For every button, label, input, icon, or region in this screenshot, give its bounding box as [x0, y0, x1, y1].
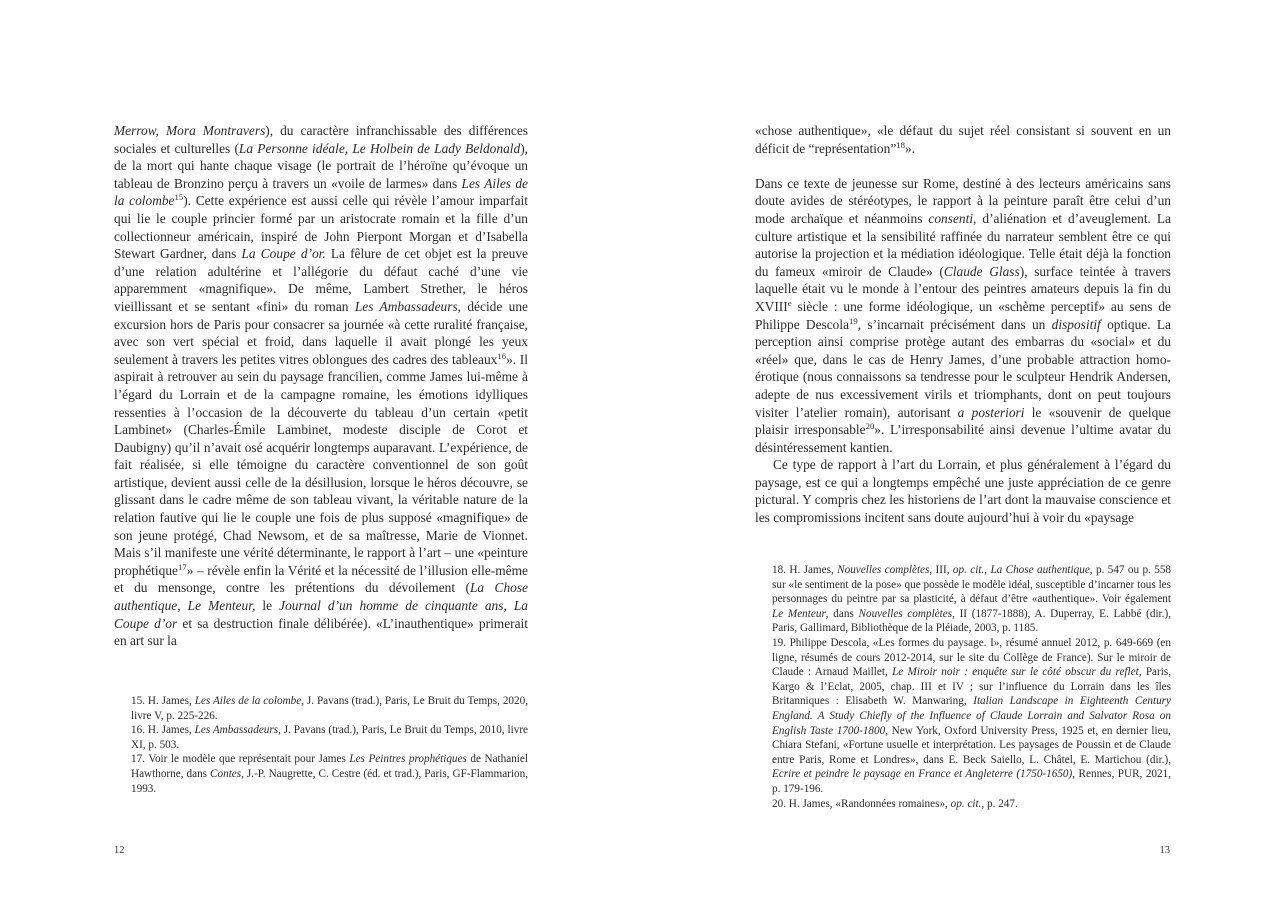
italic-run: Les Ailes de la colombe — [114, 175, 529, 209]
text-run: 19. Philippe Descola, «Les formes du paysage. I», résumé annuel 2012, p. 649-669 (en ligne, résumés de cours 2012-2014, sur le site du Collège de France). Sur le miroir de Claude : Arnaud Maillet, — [772, 636, 1171, 679]
text-run: » – révèle enfin la Vérité et la nécessité de l’illusion elle-même et du mensonge, contre les prétentions du dévoilement ( — [114, 562, 528, 596]
footnote-ref: 16 — [497, 350, 507, 361]
italic-run: a posteriori — [957, 404, 1025, 420]
italic-run: La Personne idéale, Le Holbein de Lady Beldonald — [238, 140, 521, 156]
text-run: ». L’irresponsabilité ainsi devenue l’ultime avatar du désintéressement kantien. — [755, 422, 1172, 455]
right-paragraph-3 — [755, 456, 1171, 526]
text-run: 16. H. James, — [131, 724, 195, 737]
text-run: , s’incarnait précisément dans un — [857, 316, 1052, 332]
italic-run: Claude Glass — [943, 263, 1020, 279]
italic-run: op. cit. — [950, 797, 982, 810]
footnote-19 — [772, 636, 1171, 797]
italic-run: Les Ambassadeurs — [194, 724, 279, 737]
left-body-text — [114, 122, 528, 650]
text-run: de Nathaniel Hawthorne, dans — [131, 753, 528, 780]
right-page-number: 13 — [1159, 845, 1170, 856]
right-page — [641, 0, 1282, 904]
italic-run: La Chose authentique, Le Menteur, — [114, 580, 528, 614]
left-paragraph-1 — [114, 122, 528, 650]
text-run: 17. Voir le modèle que représentait pour James — [131, 753, 350, 766]
right-paragraph-1 — [755, 122, 1171, 157]
italic-run: Merrow, Mora Montravers — [114, 123, 266, 138]
text-run: 18. H. James, — [772, 564, 838, 576]
right-footnotes — [772, 563, 1171, 811]
footnote-ref: 17 — [177, 562, 187, 573]
text-run: ), du caractère infranchissable des différences sociales et culturelles ( — [114, 123, 529, 156]
italic-run: op. cit. — [952, 564, 985, 576]
text-run: le — [255, 598, 280, 614]
text-run: La fêlure de cet objet est la preuve d’une relation adultérine et l’allégorie du défaut caché d’une vie apparemment «magnifique». De même, Lambert Strether, le héros vieillissant et se sentant «fini» du roman — [114, 246, 529, 314]
footnote-ref: e — [787, 298, 792, 309]
text-run: , J. Pavans (trad.), Paris, Le Bruit du Temps, 2020, livre V, p. 225-226. — [131, 695, 529, 722]
text-run: «chose authentique», «le défaut du sujet réel consistant si souvent en un déficit de “représentation” — [755, 123, 1171, 156]
footnote-ref: 20 — [865, 421, 875, 432]
text-run: , d’aliénation et d’aveuglement. La culture artistique et la sensibilité raffinée du narrateur semblent être ce qui autorise la projection et la médiation idéologique. Telle était déjà la fonction du fameux «miroir de Claude» ( — [755, 210, 1171, 279]
text-run: ». Il aspirait à retrouver au sein du paysage francilien, comme James lui-même à l’égard du Lorrain et de la campagne romaine, les émotions idylliques ressenties à l’occasion de la découverte du tableau d’un certain «petit Lambinet» (Charles-Émile Lambinet, modeste disciple de Corot et Daubigny) qu’il n’avait osé acquérir longtemps auparavant. L’expérience, de fait réalisée, si elle témoigne du caractère conventionnel de son goût artistique, devient aussi celle de la désillusion, lorsque le héros découvre, se glissant dans le cadre même de son tableau vivant, la véritable nature de la relation fautive qui lie le couple une fois de plus supposé «magnifique» de son jeune protégé, Chad Newsom, et de sa maîtresse, Marie de Vionnet. Mais s’il manifeste une vérité déterminante, le rapport à l’art – une «peinture prophétique — [114, 351, 528, 578]
text-run: , J.-P. Naugrette, C. Cestre (éd. et trad.), Paris, GF-Flammarion, 1993. — [131, 767, 528, 795]
text-run: , Paris, Kargo & l’Eclat, 2005, chap. III et IV ; sur l’influence du Lorrain dans les îles Britanniques : Elisabeth W. Manwaring, — [772, 666, 1171, 708]
italic-run: Contes — [210, 767, 242, 780]
italic-run: Italian Landscape in Eighteenth Century England. A Study Chiefly of the Influence of Claude Lorrain and Salvator Rosa on English Taste 1700-1800 — [772, 695, 1171, 737]
text-run: , II (1877-1888), A. Duperray, E. Labbé (dir.), Paris, Gallimard, Bibliothèque de la Pléiade, 2003, p. 1185. — [772, 607, 1171, 635]
right-paragraph-2 — [755, 175, 1171, 457]
italic-run: Le Miroir noir : enquête sur le côté obscur du reflet — [892, 666, 1139, 679]
italic-run: La Chose authentique — [990, 564, 1090, 576]
text-run: 15. H. James, — [131, 695, 195, 707]
italic-run: Ecrire et peindre le paysage en France et Angleterre (1750-1650) — [772, 768, 1073, 781]
italic-run: Journal d’un homme de cinquante ans, La Coupe d’or — [114, 598, 529, 631]
text-run: 20. H. James, «Randonnées romaines», — [772, 797, 951, 810]
section-break — [755, 157, 1171, 175]
text-run: ). Cette expérience est aussi celle qui révèle l’amour imparfait qui lie le couple princier formé par un aristocrate romain et la fille d’un collectionneur américain, inspiré de John Pierpont Morgan et d’Isabella Stewart Gardner, dans — [114, 193, 528, 262]
text-run: , p. 547 ou p. 558 sur «le sentiment de la pose» que possède le modèle idéal, susceptible d’incarner tous les personnages du peintre par sa plasticité, à défaut d’être «authentique». Voir également — [772, 564, 1172, 606]
footnote-ref: 19 — [849, 315, 858, 326]
italic-run: consenti — [928, 210, 974, 226]
text-run: le «souvenir de quelque plaisir irresponsable — [755, 404, 1171, 438]
italic-run: Nouvelles complètes — [858, 607, 953, 620]
text-run: siècle : une forme idéologique, un «schème perceptif» au sens de Philippe Descola — [755, 298, 1171, 332]
text-run: , III, — [929, 564, 953, 576]
text-run: , dans — [825, 607, 859, 620]
italic-run: Nouvelles complètes — [837, 564, 930, 576]
text-run: et sa destruction finale délibérée). «L’inauthentique» primerait en art sur la — [114, 615, 528, 649]
text-run: ». — [904, 140, 916, 156]
italic-run: dispositif — [1051, 316, 1101, 332]
right-body-text — [755, 122, 1171, 527]
text-run: Dans ce texte de jeunesse sur Rome, destiné à des lecteurs américains sans doute avides de stéréotypes, le rapport à la peinture paraît être celui d’un mode archaïque et néanmoins — [755, 175, 1171, 226]
italic-run: La Coupe d’or. — [241, 246, 326, 262]
text-run: , New York, Oxford University Press, 1925 et, en dernier lieu, Chiara Stefani, «Fortune usuelle et interprétation. Les paysages de Poussin et de Claude entre Paris, Rome et Londres», dans E. Beck Saiello, L. Châtel, E. Martichou (dir.), — [772, 724, 1171, 766]
footnote-ref: 18 — [896, 139, 905, 150]
text-run: optique. La perception ainsi comprise protège autant des embarras du «social» et du «réel» que, dans le cas de Henry James, d’une probable attraction homo-érotique (nous connaissons sa tendresse pour le sculpteur Hendrik Andersen, adepte de nus excessivement virils et triomphants, dont on peut toujours visiter l’atelier romain), autorisant — [755, 316, 1171, 420]
italic-run: Les Peintres prophétiques — [349, 753, 467, 766]
footnote-16 — [131, 723, 528, 752]
italic-run: Les Ambassadeurs — [354, 298, 458, 314]
text-run: , Rennes, PUR, 2021, p. 179-196. — [772, 768, 1172, 795]
left-footnotes — [131, 694, 528, 796]
text-run: ), surface teintée à travers laquelle était vu le monde à l’entour des peintres amateurs depuis la fin du XVIII — [755, 263, 1171, 314]
text-run: , — [984, 564, 991, 576]
footnote-17 — [131, 752, 528, 796]
left-page-number: 12 — [114, 845, 125, 856]
text-run: Ce type de rapport à l’art du Lorrain, et plus généralement à l’égard du paysage, est ce qui a longtemps empêché une juste appréciation de ce genre pictural. Y compris chez les historiens de l’art dont la mauvaise conscience et les compromissions incitent sans doute aujourd’hui à voir du «paysage — [755, 457, 1171, 526]
footnote-20 — [772, 797, 1171, 812]
footnote-15 — [131, 694, 528, 723]
footnote-18 — [772, 563, 1171, 636]
text-run: ), de la mort qui hante chaque visage (le portrait de l’héroïne qu’évoque un tableau de Bronzino perçu à travers un «voile de larmes» dans — [114, 140, 528, 191]
italic-run: Le Menteur — [772, 607, 826, 620]
text-run: , décide une excursion hors de Paris pour consacrer sa journée «à cette ruralité française, avec son vert spécial et froid, dans laquelle il avait plongé les yeux seulement à travers les petites vitres oblongues des cadres des tableaux — [114, 298, 528, 367]
italic-run: Les Ailes de la colombe — [194, 695, 302, 707]
text-run: , p. 247. — [981, 797, 1018, 810]
footnote-ref: 15 — [174, 192, 184, 203]
text-run: , J. Pavans (trad.), Paris, Le Bruit du Temps, 2010, livre XI, p. 503. — [131, 724, 529, 751]
